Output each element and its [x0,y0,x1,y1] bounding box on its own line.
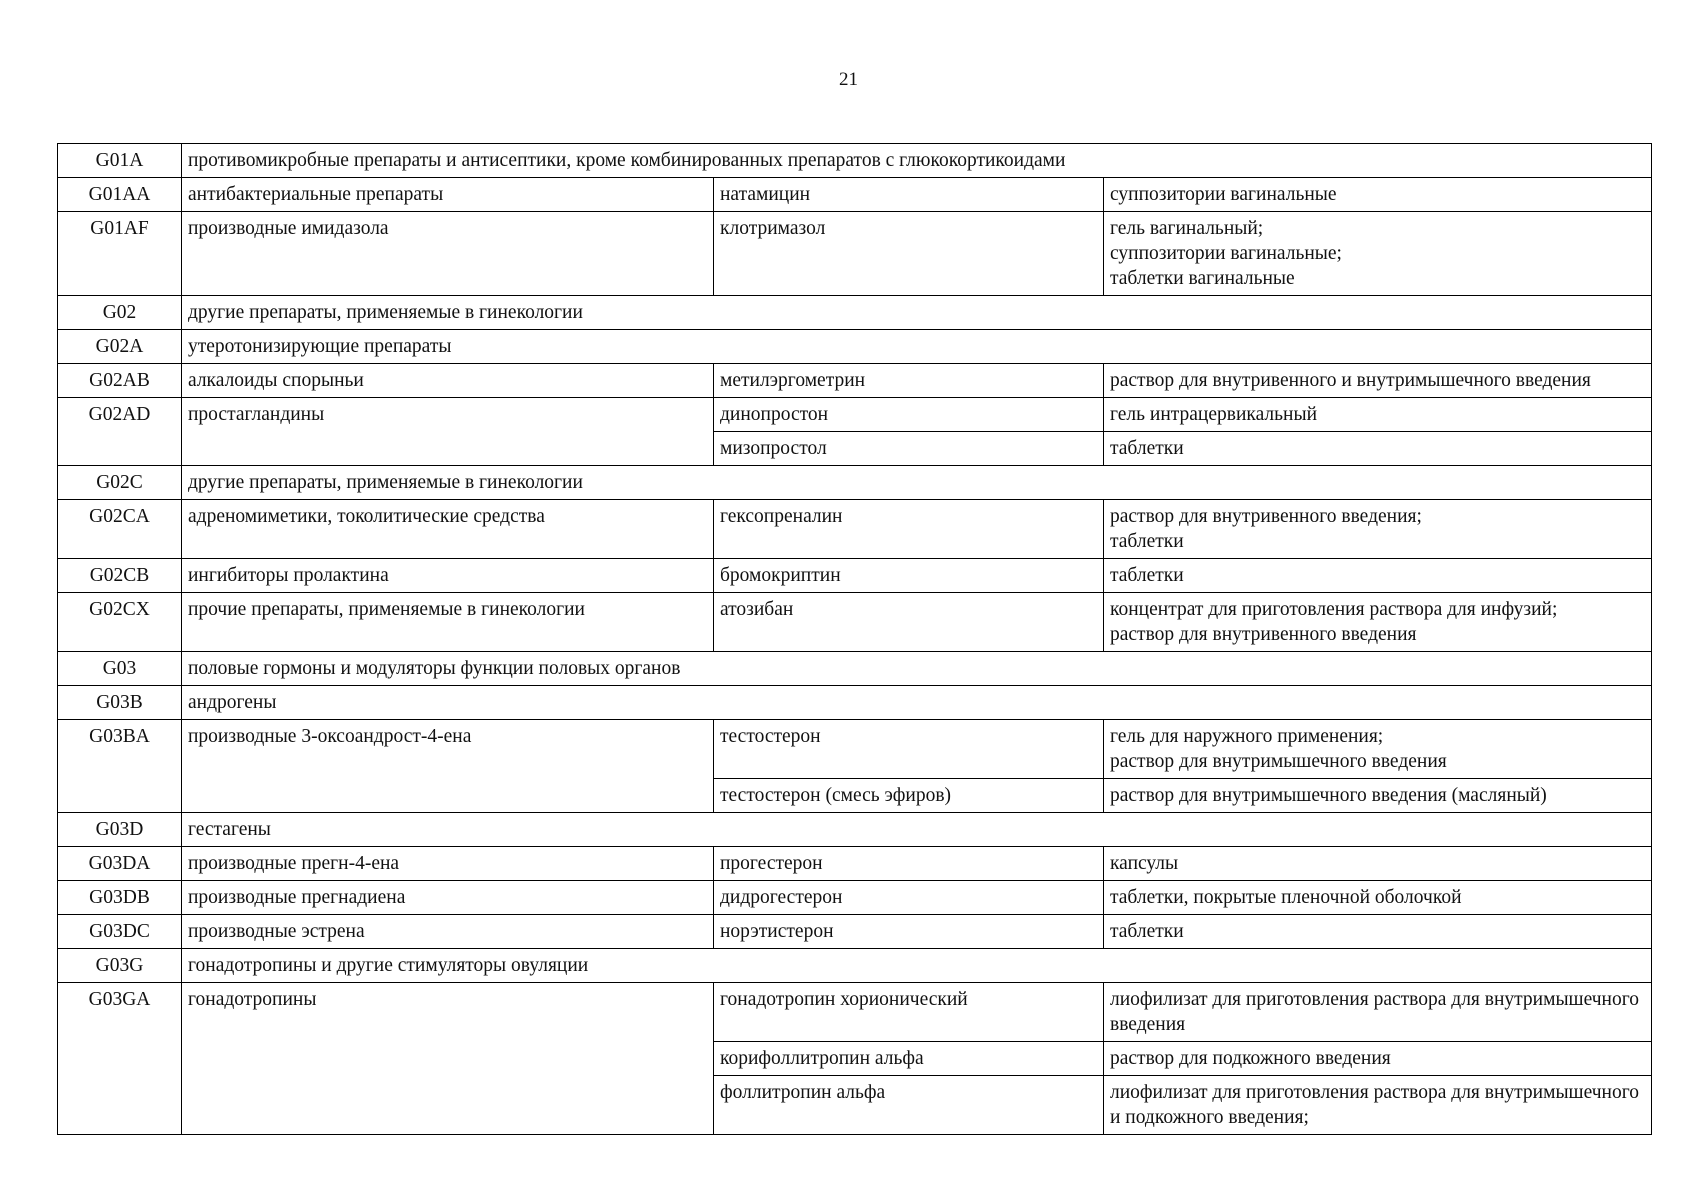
atc-code-cell: G02C [58,466,182,500]
atc-code-cell: G03DA [58,847,182,881]
group-description-cell: андрогены [182,686,1652,720]
drug-row [58,364,1652,398]
pharmacological-group-cell: простагландины [182,398,714,466]
dosage-forms-cell: таблетки [1104,915,1652,949]
drug-name-cell: норэтистерон [714,915,1104,949]
group-row [58,652,1652,686]
drug-name-cell: метилэргометрин [714,364,1104,398]
drug-row [58,847,1652,881]
atc-code-cell: G03DB [58,881,182,915]
drug-row [58,500,1652,559]
drug-name-cell: натамицин [714,178,1104,212]
dosage-forms-cell: раствор для подкожного введения [1104,1042,1652,1076]
dosage-forms-cell: лиофилизат для приготовления раствора для внутримышечного введения [1104,983,1652,1042]
group-row [58,466,1652,500]
atc-code-cell: G01AA [58,178,182,212]
drug-row [58,212,1652,296]
pharmacological-group-cell: производные прегн-4-ена [182,847,714,881]
group-description-cell: гестагены [182,813,1652,847]
atc-code-cell: G03DC [58,915,182,949]
dosage-forms-cell: гель вагинальный; суппозитории вагинальные; таблетки вагинальные [1104,212,1652,296]
pharmacological-group-cell: прочие препараты, применяемые в гинекологии [182,593,714,652]
drug-name-cell: мизопростол [714,432,1104,466]
group-row [58,949,1652,983]
drug-row [58,915,1652,949]
dosage-forms-cell: раствор для внутривенного введения; таблетки [1104,500,1652,559]
atc-code-cell: G02CA [58,500,182,559]
drug-row [58,983,1652,1042]
pharmacological-group-cell: производные имидазола [182,212,714,296]
pharmacological-group-cell: гонадотропины [182,983,714,1135]
group-description-cell: другие препараты, применяемые в гинекологии [182,296,1652,330]
drug-name-cell: тестостерон [714,720,1104,779]
pharmacological-group-cell: производные эстрена [182,915,714,949]
drug-row [58,593,1652,652]
page-number: 21 [839,69,858,90]
group-description-cell: противомикробные препараты и антисептики, кроме комбинированных препаратов с глюкокортикоидами [182,144,1652,178]
drug-row [58,178,1652,212]
dosage-forms-cell: раствор для внутримышечного введения (масляный) [1104,779,1652,813]
drug-name-cell: фоллитропин альфа [714,1076,1104,1135]
drug-name-cell: гексопреналин [714,500,1104,559]
pharmacological-group-cell: алкалоиды спорыньи [182,364,714,398]
drug-row [58,398,1652,432]
drug-table [57,143,1652,1135]
atc-code-cell: G01AF [58,212,182,296]
drug-name-cell: корифоллитропин альфа [714,1042,1104,1076]
dosage-forms-cell: таблетки, покрытые пленочной оболочкой [1104,881,1652,915]
pharmacological-group-cell: антибактериальные препараты [182,178,714,212]
dosage-forms-cell: раствор для внутривенного и внутримышечного введения [1104,364,1652,398]
drug-name-cell: бромокриптин [714,559,1104,593]
dosage-forms-cell: гель интрацервикальный [1104,398,1652,432]
pharmacological-group-cell: производные 3-оксоандрост-4-ена [182,720,714,813]
drug-row [58,559,1652,593]
group-description-cell: гонадотропины и другие стимуляторы овуляции [182,949,1652,983]
drug-name-cell: прогестерон [714,847,1104,881]
drug-name-cell: клотримазол [714,212,1104,296]
group-row [58,813,1652,847]
group-row [58,330,1652,364]
atc-code-cell: G03 [58,652,182,686]
atc-code-cell: G03GA [58,983,182,1135]
atc-code-cell: G03B [58,686,182,720]
pharmacological-group-cell: производные прегнадиена [182,881,714,915]
group-description-cell: другие препараты, применяемые в гинекологии [182,466,1652,500]
atc-code-cell: G03D [58,813,182,847]
drug-row [58,881,1652,915]
atc-code-cell: G03BA [58,720,182,813]
drug-name-cell: атозибан [714,593,1104,652]
dosage-forms-cell: капсулы [1104,847,1652,881]
group-description-cell: утеротонизирующие препараты [182,330,1652,364]
drug-name-cell: дидрогестерон [714,881,1104,915]
dosage-forms-cell: лиофилизат для приготовления раствора для внутримышечного и подкожного введения; [1104,1076,1652,1135]
drug-name-cell: тестостерон (смесь эфиров) [714,779,1104,813]
dosage-forms-cell: таблетки [1104,559,1652,593]
dosage-forms-cell: таблетки [1104,432,1652,466]
dosage-forms-cell: концентрат для приготовления раствора для инфузий; раствор для внутривенного введения [1104,593,1652,652]
drug-row [58,720,1652,779]
dosage-forms-cell: суппозитории вагинальные [1104,178,1652,212]
table-body [58,144,1652,1135]
atc-code-cell: G02A [58,330,182,364]
pharmacological-group-cell: ингибиторы пролактина [182,559,714,593]
atc-code-cell: G01A [58,144,182,178]
dosage-forms-cell: гель для наружного применения; раствор для внутримышечного введения [1104,720,1652,779]
group-row [58,296,1652,330]
group-row [58,686,1652,720]
group-description-cell: половые гормоны и модуляторы функции половых органов [182,652,1652,686]
atc-code-cell: G02AB [58,364,182,398]
atc-code-cell: G02AD [58,398,182,466]
drug-name-cell: гонадотропин хорионический [714,983,1104,1042]
drug-name-cell: динопростон [714,398,1104,432]
atc-code-cell: G02CX [58,593,182,652]
atc-code-cell: G02CB [58,559,182,593]
group-row [58,144,1652,178]
pharmacological-group-cell: адреномиметики, токолитические средства [182,500,714,559]
atc-code-cell: G02 [58,296,182,330]
atc-code-cell: G03G [58,949,182,983]
